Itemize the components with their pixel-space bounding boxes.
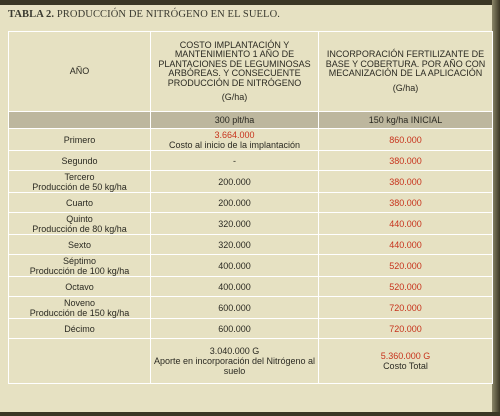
cell-costo-value: 400.000 — [218, 281, 251, 292]
cell-ano — [9, 235, 151, 255]
total-row — [9, 339, 493, 384]
cell-incorporacion — [319, 151, 493, 171]
cell-ano-sub: Producción de 100 kg/ha — [29, 265, 130, 276]
cell-costo — [151, 319, 319, 339]
header-incorporacion-label: INCORPORACIÓN FERTILIZANTE DE BASE Y COBERTURA. POR AÑO CON MECANIZACIÓN DE LA APLICACIÓN — [325, 49, 486, 78]
table-title — [8, 9, 280, 20]
cell-incorporacion — [319, 255, 493, 277]
table-row — [9, 151, 493, 171]
cell-ano — [9, 297, 151, 319]
cell-ano — [9, 129, 151, 151]
units-incorporacion: 150 kg/ha INICIAL — [319, 112, 493, 129]
cell-ano-label: Segundo — [61, 155, 98, 166]
cell-costo-value: 200.000 — [218, 176, 251, 187]
table-row — [9, 193, 493, 213]
cell-costo-value: 320.000 — [218, 218, 251, 229]
table-title-text: PRODUCCIÓN DE NITRÓGENO EN EL SUELO. — [56, 9, 280, 20]
cell-costo — [151, 213, 319, 235]
cell-incorporacion — [319, 319, 493, 339]
cell-ano — [9, 193, 151, 213]
header-costo-unit: (G/ha) — [221, 92, 248, 102]
cell-incorporacion-value: 520.000 — [389, 281, 422, 292]
cell-incorporacion — [319, 277, 493, 297]
cell-ano-sub: Producción de 50 kg/ha — [32, 181, 127, 192]
units-row — [9, 112, 493, 129]
cell-incorporacion — [319, 235, 493, 255]
cell-incorporacion-value: 720.000 — [389, 302, 422, 313]
header-ano-label: AÑO — [69, 65, 90, 76]
cell-ano-label: Noveno — [63, 297, 96, 308]
cell-incorporacion-value: 440.000 — [389, 239, 422, 250]
cell-costo-value: 600.000 — [218, 323, 251, 334]
cell-costo — [151, 171, 319, 193]
header-incorporacion-unit: (G/ha) — [392, 82, 419, 93]
cell-ano-label: Octavo — [65, 281, 94, 292]
header-costo — [151, 32, 319, 112]
table-row — [9, 213, 493, 235]
cell-costo-value: - — [233, 155, 236, 166]
top-border — [0, 0, 500, 5]
cell-incorporacion — [319, 213, 493, 235]
total-costo-sub: Aporte en incorporación del Nitrógeno al suelo — [153, 356, 316, 376]
cell-costo — [151, 129, 319, 151]
table-row — [9, 235, 493, 255]
cell-incorporacion-value: 720.000 — [389, 323, 422, 334]
cell-costo-value: 600.000 — [218, 302, 251, 313]
cell-incorporacion-value: 860.000 — [389, 134, 422, 145]
cell-incorporacion-value: 380.000 — [389, 197, 422, 208]
cell-incorporacion-value: 520.000 — [389, 260, 422, 271]
cell-ano — [9, 255, 151, 277]
table-title-prefix: TABLA 2. — [8, 9, 55, 20]
cell-ano — [9, 171, 151, 193]
cell-incorporacion-value: 380.000 — [389, 155, 422, 166]
units-ano — [9, 112, 151, 129]
cell-costo — [151, 277, 319, 297]
bottom-border — [0, 412, 500, 416]
table-row — [9, 171, 493, 193]
cell-incorporacion — [319, 193, 493, 213]
cell-ano-sub: Producción de 150 kg/ha — [29, 307, 130, 318]
cell-incorporacion-value: 380.000 — [389, 176, 422, 187]
cell-costo — [151, 297, 319, 319]
cell-incorporacion — [319, 297, 493, 319]
cell-ano-label: Décimo — [64, 323, 95, 334]
right-border — [492, 0, 500, 416]
table-row — [9, 319, 493, 339]
units-costo: 300 plt/ha — [151, 112, 319, 129]
cell-ano-label: Primero — [63, 134, 96, 145]
table-row — [9, 129, 493, 151]
total-costo — [151, 339, 319, 384]
cell-ano — [9, 213, 151, 235]
cell-costo-sub: Costo al inicio de la implantación — [168, 139, 301, 150]
cell-ano — [9, 277, 151, 297]
total-incorporacion — [319, 339, 493, 384]
cell-ano-label: Sexto — [67, 239, 91, 250]
table-row — [9, 277, 493, 297]
cell-ano-label: Tercero — [64, 171, 95, 182]
total-incorporacion-sub: Costo Total — [383, 361, 428, 371]
header-costo-label: COSTO IMPLANTACIÓN Y MANTENIMIENTO 1 AÑO DE PLANTACIONES DE LEGUMINOSAS ARBÓREAS. Y CONSECUENTE PRODUCCIÓN DE NITRÓGENO — [158, 39, 311, 88]
table-row — [9, 255, 493, 277]
header-incorporacion — [319, 32, 493, 112]
cell-costo — [151, 193, 319, 213]
table-row — [9, 297, 493, 319]
cell-costo-value: 320.000 — [218, 239, 251, 250]
header-ano — [9, 32, 151, 112]
total-costo-value: 3.040.000 G — [209, 346, 260, 356]
total-incorporacion-value: 5.360.000 G — [380, 351, 431, 361]
cell-ano-label: Séptimo — [62, 255, 97, 266]
cell-incorporacion-value: 440.000 — [389, 218, 422, 229]
cell-ano — [9, 151, 151, 171]
cell-ano-sub: Producción de 80 kg/ha — [32, 223, 127, 234]
cell-ano-label: Quinto — [66, 213, 93, 224]
cell-incorporacion — [319, 129, 493, 151]
cell-ano — [9, 319, 151, 339]
cell-costo-value: 200.000 — [218, 197, 251, 208]
total-ano — [9, 339, 151, 384]
cell-ano-label: Cuarto — [65, 197, 93, 208]
cell-incorporacion — [319, 171, 493, 193]
cell-costo — [151, 255, 319, 277]
cell-costo — [151, 235, 319, 255]
nitrogen-table — [8, 31, 493, 384]
cell-costo — [151, 151, 319, 171]
cell-costo-value: 3.664.000 — [214, 129, 255, 140]
cell-costo-value: 400.000 — [218, 260, 251, 271]
